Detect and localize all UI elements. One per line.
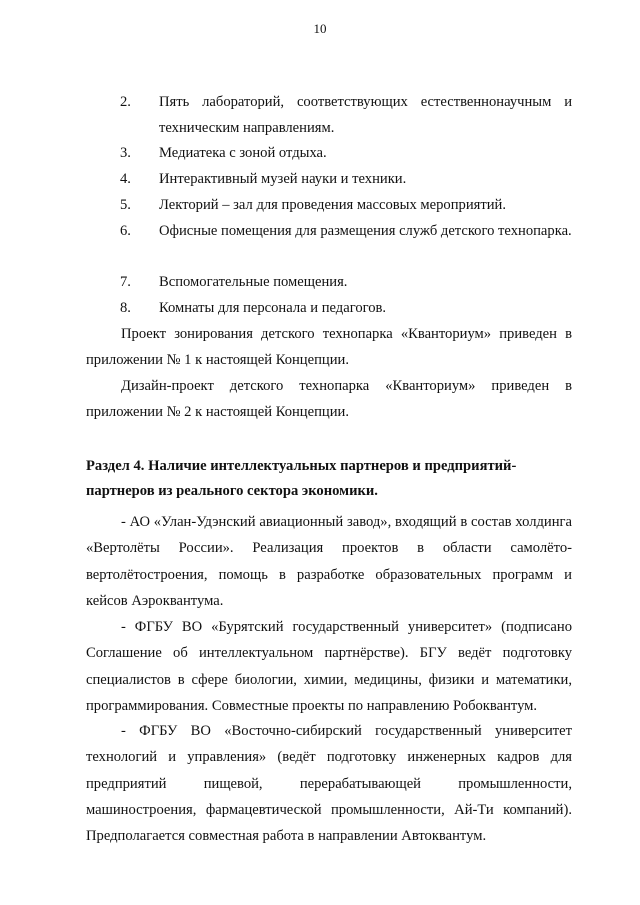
list-item-number: 8. — [120, 300, 131, 316]
list-item-text: Офисные помещения для размещения служб детского технопарка. — [159, 223, 572, 239]
design-paragraph: Дизайн-проект детского технопарка «Кванториум» приведен в приложении № 2 к настоящей Концепции. — [86, 378, 572, 421]
list-item-number: 3. — [120, 145, 131, 161]
partner-paragraph: - АО «Улан-Удэнский авиационный завод», входящий в состав холдинга «Вертолёты России». Реализация проектов в области самолёто-вертолётостроения, помощь в разработке образовательных программ и кейсов Аэроквантума. — [86, 514, 572, 609]
list-item-text: Пять лабораторий, соответствующих естественнонаучным и техническим направлениям. — [159, 94, 572, 136]
list-item-text: Лекторий – зал для проведения массовых мероприятий. — [159, 197, 507, 213]
zoning-paragraph: Проект зонирования детского технопарка «Кванториум» приведен в приложении № 1 к настоящей Концепции. — [86, 326, 572, 369]
list-item-number: 6. — [120, 223, 131, 239]
list-item-text: Интерактивный музей науки и техники. — [159, 171, 407, 187]
list-item-number: 4. — [120, 171, 131, 187]
list-item-text: Комнаты для персонала и педагогов. — [159, 300, 387, 316]
list-item-number: 7. — [120, 274, 131, 290]
list-item-number: 2. — [120, 94, 131, 110]
partner-paragraph: - ФГБУ ВО «Восточно-сибирский государственный университет технологий и управления» (ведёт подготовку инженерных кадров для предприятий пищевой, перерабатывающей промышленности, машиностроения, фармацевтической промышленности, Ай-Ти компаний). Предполагается совместная работа в направлении Автоквантум. — [86, 723, 572, 845]
list-item-text: Медиатека с зоной отдыха. — [159, 145, 327, 161]
list-item-number: 5. — [120, 197, 131, 213]
page-number: 10 — [313, 21, 327, 36]
list-item-text: Вспомогательные помещения. — [159, 274, 348, 290]
partner-paragraph: - ФГБУ ВО «Бурятский государственный университет» (подписано Соглашение об интеллектуальном партнёрстве). БГУ ведёт подготовку специалистов в сфере биологии, химии, медицины, физики и математики, программирования. Совместные проекты по направлению Робоквантум. — [86, 619, 572, 714]
section-heading: Раздел 4. Наличие интеллектуальных партнеров и предприятий-партнеров из реального сектора экономики. — [86, 458, 517, 499]
